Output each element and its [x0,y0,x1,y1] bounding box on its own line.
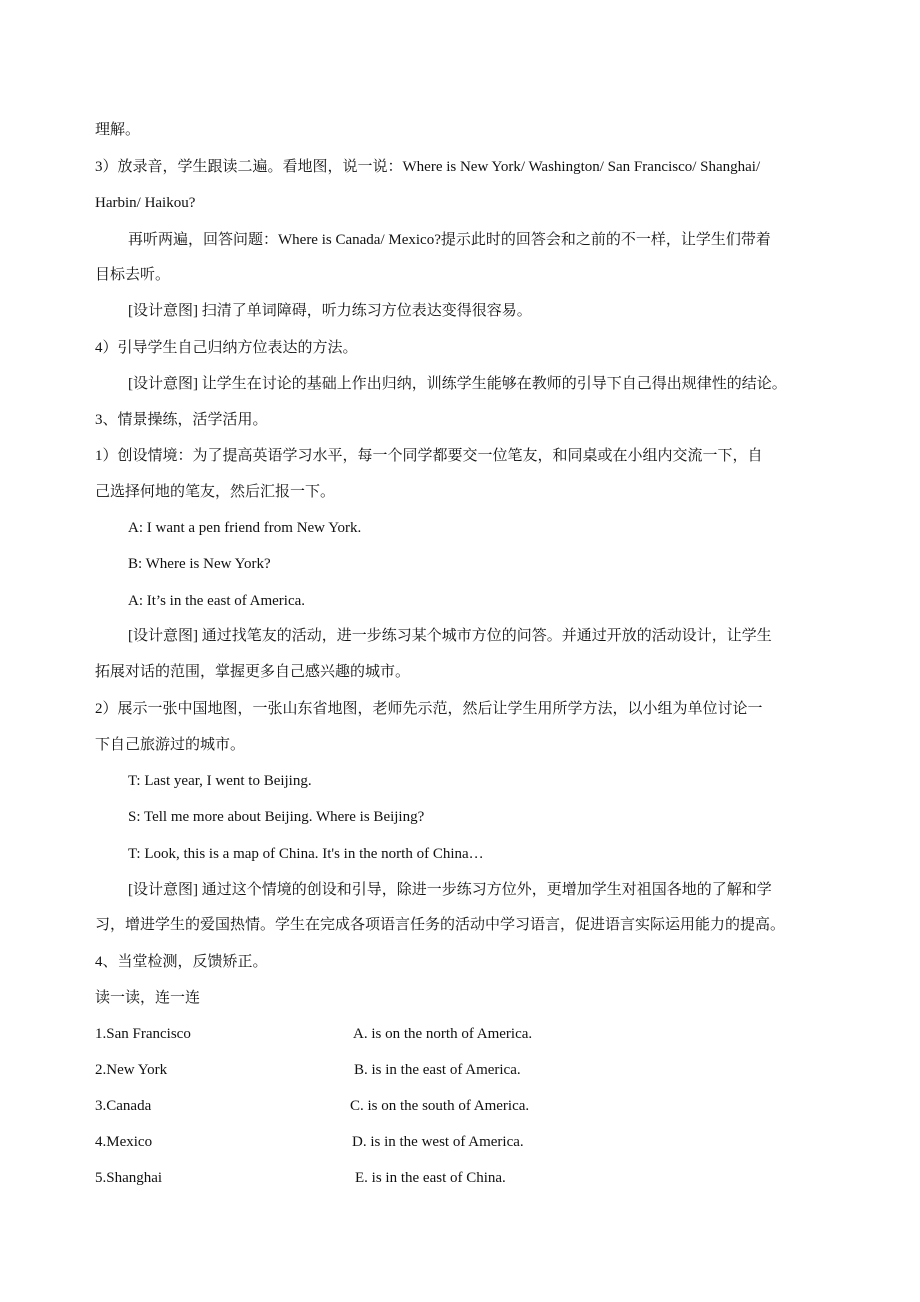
matching-right-item: C. is on the south of America. [350,1098,530,1114]
design-intent-note: [设计意图] 让学生在讨论的基础上作出归纳，训练学生能够在教师的引导下自己得出规律性的结论。 [128,376,787,392]
matching-left-item: 1.San Francisco [95,1026,191,1042]
dialogue-line: A: I want a pen friend from New York. [128,520,362,536]
dialogue-line: T: Last year, I went to Beijing. [128,773,312,789]
matching-right-item: B. is in the east of America. [354,1062,521,1078]
section-heading: 3、情景操练，活学活用。 [95,412,268,428]
text-line: 再听两遍，回答问题：Where is Canada/ Mexico?提示此时的回答会和之前的不一样，让学生们带着 [128,232,771,248]
text-line: 习，增进学生的爱国热情。学生在完成各项语言任务的活动中学习语言，促进语言实际运用能力的提高。 [95,917,786,933]
exercise-title: 读一读，连一连 [95,990,201,1006]
dialogue-line: T: Look, this is a map of China. It's in the north of China… [128,846,484,862]
text-line: 目标去听。 [95,267,171,283]
text-line: 1）创设情境：为了提高英语学习水平，每一个同学都要交一位笔友，和同桌或在小组内交流一下，自 [95,448,763,464]
matching-left-item: 2.New York [95,1062,168,1078]
matching-right-item: A. is on the north of America. [353,1026,533,1042]
section-heading: 4、当堂检测，反馈矫正。 [95,954,268,970]
matching-left-item: 5.Shanghai [95,1170,163,1186]
dialogue-line: B: Where is New York? [128,556,271,572]
text-line: 2）展示一张中国地图，一张山东省地图，老师先示范，然后让学生用所学方法，以小组为单位讨论一 [95,701,763,717]
text-line: 4）引导学生自己归纳方位表达的方法。 [95,340,358,356]
text-line: 己选择何地的笔友，然后汇报一下。 [95,484,336,500]
matching-left-item: 3.Canada [95,1098,152,1114]
dialogue-line: A: It’s in the east of America. [128,593,306,609]
dialogue-line: S: Tell me more about Beijing. Where is Beijing? [128,809,425,825]
matching-left-item: 4.Mexico [95,1134,153,1150]
text-line: 下自己旅游过的城市。 [95,737,246,753]
design-intent-note: [设计意图] 扫清了单词障碍，听力练习方位表达变得很容易。 [128,303,532,319]
text-line: 3）放录音，学生跟读二遍。看地图，说一说：Where is New York/ Washington/ San Francisco/ Shanghai/ [95,159,761,175]
matching-right-item: E. is in the east of China. [355,1170,506,1186]
design-intent-note: [设计意图] 通过这个情境的创设和引导，除进一步练习方位外，更增加学生对祖国各地的了解和学 [128,882,772,898]
design-intent-note: [设计意图] 通过找笔友的活动，进一步练习某个城市方位的问答。并通过开放的活动设计，让学生 [128,628,772,644]
matching-right-item: D. is in the west of America. [352,1134,524,1150]
text-line: 理解。 [95,122,141,138]
text-line: 拓展对话的范围，掌握更多自己感兴趣的城市。 [95,664,411,680]
text-line: Harbin/ Haikou? [95,195,196,211]
